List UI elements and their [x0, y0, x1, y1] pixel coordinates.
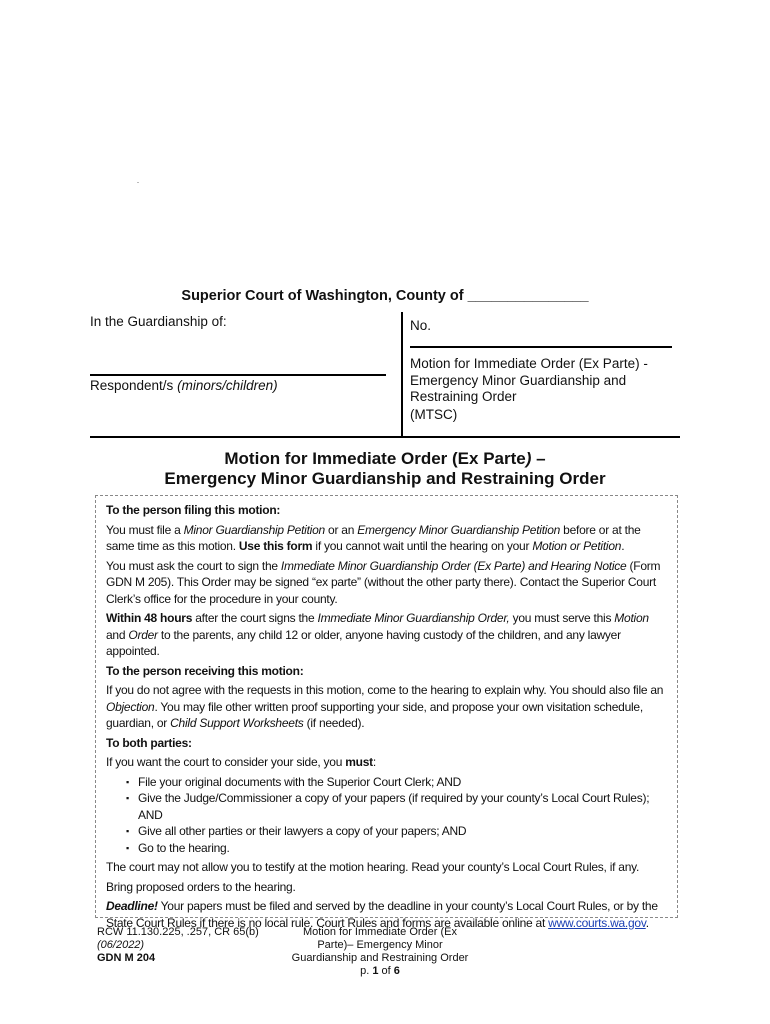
respondent-name-line[interactable] — [90, 374, 386, 376]
footer-date: (06/2022) — [97, 939, 145, 951]
case-caption — [90, 312, 680, 438]
caption-divider — [401, 312, 403, 438]
requirements-list — [106, 774, 669, 857]
both-parties-intro: If you want the court to consider your side, you must: — [106, 755, 376, 769]
caption-bottom-rule — [90, 436, 680, 438]
scan-speck — [137, 182, 139, 183]
guardianship-label: In the Guardianship of: — [90, 314, 227, 329]
proposed-orders-note: Bring proposed orders to the hearing. — [106, 879, 296, 894]
testify-note: The court may not allow you to testify at the motion hearing. Read your county’s Local Court Rules, if any. — [106, 860, 640, 874]
caption-party-block — [90, 312, 402, 438]
list-item: ▪ File your original documents with the Superior Court Clerk; AND — [126, 774, 669, 791]
receiver-paragraph: If you do not agree with the requests in this motion, come to the hearing to explain why. You should also file an Objection. You may file other written proof supporting your side, and propose your own visitation schedule, guardian, or Child Support Worksheets (if needed). — [106, 683, 664, 730]
footer-citation — [97, 926, 259, 965]
instructions-box — [95, 495, 678, 930]
deadline-paragraph: Deadline! Your papers must be filed and served by the deadline in your county’s Local Court Rules, or by the State Court Rules if there is no local rule. Court Rules and forms are available online at www.courts.wa.gov. — [106, 899, 658, 930]
respondent-text: Respondent/s — [90, 378, 174, 393]
list-item: ▪ Give all other parties or their lawyers a copy of your papers; AND — [126, 823, 669, 840]
case-number-line[interactable] — [410, 346, 672, 348]
filer-paragraph-3: Within 48 hours after the court signs the Immediate Minor Guardianship Order, you must serve this Motion and Order to the parents, any child 12 or older, anyone having custody of the children, and any lawyer appointed. — [106, 611, 649, 658]
respondent-label — [90, 378, 278, 393]
title-line-2: Emergency Minor Guardianship and Restraining Order — [164, 469, 606, 488]
filer-heading: To the person filing this motion: — [106, 503, 281, 517]
respondent-note: (minors/children) — [177, 378, 278, 393]
courts-website-link[interactable]: www.courts.wa.gov — [548, 915, 646, 930]
document-title — [0, 449, 770, 489]
case-number-label: No. — [410, 318, 432, 333]
footer-rcw: RCW 11.130.225, .257, CR 65(b) — [97, 926, 259, 938]
both-parties-heading: To both parties: — [106, 735, 192, 750]
form-code: (MTSC) — [410, 407, 458, 422]
page-number: p. 1 of 6 — [360, 965, 400, 977]
court-heading: Superior Court of Washington, County of _______________ — [181, 288, 589, 304]
list-item: ▪ Go to the hearing. — [126, 840, 669, 857]
filer-paragraph-2: You must ask the court to sign the Immediate Minor Guardianship Order (Ex Parte) and Hearing Notice (Form GDN M 205). This Order may be signed “ex parte” (without the other party there). Contact the Superior Court Clerk’s office for the procedure in your county. — [106, 558, 661, 606]
caption-motion-name: Motion for Immediate Order (Ex Parte) - Emergency Minor Guardianship and Restraining Order — [410, 356, 648, 404]
footer-form-id: GDN M 204 — [97, 952, 156, 964]
receiver-heading: To the person receiving this motion: — [106, 663, 304, 678]
footer-form-title: Motion for Immediate Order (Ex Parte)– Emergency Minor Guardianship and Restraining Order p. 1 of 6 — [270, 926, 490, 978]
filer-paragraph-1: You must file a Minor Guardianship Petition or an Emergency Minor Guardianship Petition before or at the same time as this motion. Use this form if you cannot wait until the hearing on your Motion or Petition. — [106, 522, 641, 553]
title-line-1: Motion for Immediate Order (Ex Parte) – — [224, 449, 546, 468]
list-item: ▪ Give the Judge/Commissioner a copy of your papers (if required by your county’s Local Court Rules); AND — [126, 790, 669, 823]
